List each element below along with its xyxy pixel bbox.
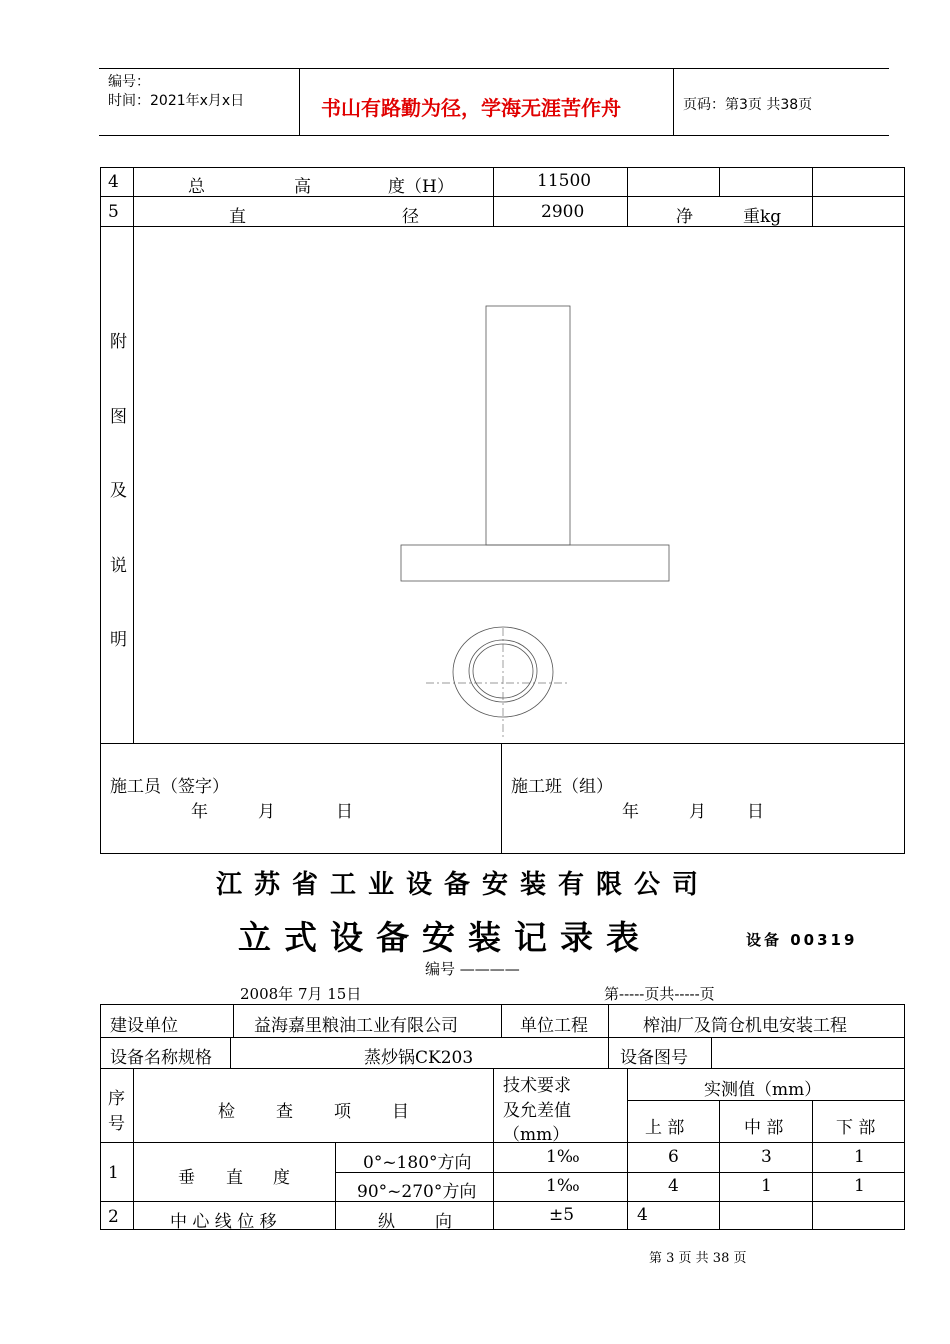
header-page-number: 页码：第3页 共38页	[683, 97, 813, 113]
row2-tolerance: ±5	[549, 1205, 575, 1225]
seq-header-1: 序	[108, 1089, 125, 1109]
equipment-name-label: 设备名称规格	[110, 1048, 212, 1068]
header-time: 时间：2021年x月x日	[108, 93, 245, 109]
row1b-tolerance: 1‰	[546, 1176, 580, 1196]
figure-label-char-5: 明	[110, 630, 127, 650]
sign-left-label: 施工员（签字）	[110, 777, 229, 797]
tech-req-line-2: 及允差值	[503, 1101, 571, 1121]
header-number-label: 编号：	[108, 74, 150, 90]
row5-label-2: 径	[402, 207, 419, 227]
form-title: 立式设备安装记录表	[238, 918, 652, 957]
row1a-lower: 1	[854, 1147, 865, 1167]
unit-project-value: 榨油厂及筒仓机电安装工程	[643, 1016, 847, 1036]
upper-part-header: 上 部	[645, 1118, 685, 1138]
figure-label-char-2: 图	[110, 407, 127, 427]
tech-req-line-1: 技术要求	[503, 1076, 571, 1096]
row1-item-3: 度	[273, 1168, 290, 1188]
row2-direction-2: 向	[435, 1212, 452, 1232]
seq-header-2: 号	[108, 1114, 125, 1134]
header-motto: 书山有路勤为径，学海无涯苦作舟	[321, 96, 621, 120]
row2-upper: 4	[637, 1205, 648, 1225]
net-weight-label-1: 净	[676, 207, 693, 227]
net-weight-label-2: 重kg	[743, 207, 782, 227]
equipment-code: 设备 00319	[746, 931, 858, 949]
drawing-front-body	[486, 306, 570, 545]
row1-item-2: 直	[226, 1168, 243, 1188]
sign-right-label: 施工班（组）	[511, 777, 613, 797]
form-date: 2008年 7月 15日	[240, 985, 362, 1003]
row1b-lower: 1	[854, 1176, 865, 1196]
row5-number: 5	[108, 202, 119, 222]
row1a-middle: 3	[761, 1147, 772, 1167]
form-number: 编号 ————	[425, 960, 520, 978]
row1b-direction: 90°~270°方向	[357, 1182, 477, 1202]
middle-part-header: 中 部	[744, 1118, 784, 1138]
row2-item: 中 心 线 位 移	[170, 1212, 277, 1232]
check-item-4: 目	[392, 1102, 409, 1122]
builder-value: 益海嘉里粮油工业有限公司	[254, 1016, 458, 1036]
row1-item-1: 垂	[178, 1168, 195, 1188]
measured-header: 实测值（mm）	[704, 1080, 822, 1100]
sign-left-year: 年	[191, 802, 208, 822]
row1-number: 1	[108, 1163, 119, 1183]
row5-label-1: 直	[229, 207, 246, 227]
unit-project-label: 单位工程	[520, 1016, 588, 1036]
sign-left-month: 月	[258, 802, 275, 822]
check-item-2: 查	[276, 1102, 293, 1122]
page-footer: 第 3 页 共 38 页	[649, 1251, 747, 1266]
row1a-upper: 6	[668, 1147, 679, 1167]
builder-label: 建设单位	[110, 1016, 178, 1036]
row1b-upper: 4	[668, 1176, 679, 1196]
row1a-direction: 0°~180°方向	[363, 1153, 472, 1173]
sign-right-year: 年	[622, 802, 639, 822]
row4-label-1: 总	[188, 177, 205, 197]
company-name: 江苏省工业设备安装有限公司	[216, 870, 711, 900]
tech-req-line-3: （mm）	[503, 1125, 570, 1145]
figure-label-char-1: 附	[110, 332, 127, 352]
check-item-1: 检	[218, 1102, 235, 1122]
row4-label-2: 高	[294, 177, 311, 197]
sign-right-day: 日	[747, 802, 764, 822]
sign-left-day: 日	[336, 802, 353, 822]
row4-number: 4	[108, 172, 119, 192]
equipment-name-value: 蒸炒锅CK203	[364, 1048, 474, 1068]
row1b-middle: 1	[761, 1176, 772, 1196]
row5-value: 2900	[541, 202, 585, 222]
row4-label-3: 度（H）	[388, 177, 454, 197]
row4-value: 11500	[537, 171, 592, 191]
drawing-front-base	[401, 545, 669, 581]
drawing-number-label: 设备图号	[620, 1048, 688, 1068]
lower-part-header: 下 部	[836, 1118, 876, 1138]
sign-right-month: 月	[689, 802, 706, 822]
check-item-3: 项	[334, 1102, 351, 1122]
row2-number: 2	[108, 1207, 119, 1227]
page-marker: 第-----页共-----页	[604, 985, 715, 1003]
row1a-tolerance: 1‰	[546, 1147, 580, 1167]
figure-label-char-3: 及	[110, 481, 127, 501]
figure-label-char-4: 说	[110, 556, 127, 576]
row2-direction-1: 纵	[378, 1212, 395, 1232]
